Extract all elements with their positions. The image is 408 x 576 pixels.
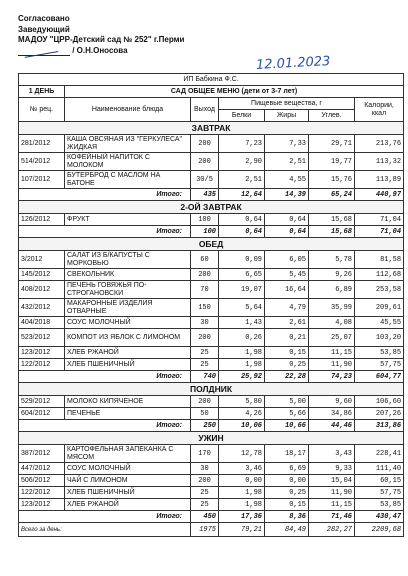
dish-fat: 2,51 <box>265 153 309 171</box>
dish-yield: 25 <box>191 359 219 371</box>
menu-sheet <box>18 73 403 537</box>
dish-name: КОМПОТ ИЗ ЯБЛОК С ЛИМОНОМ <box>65 329 191 347</box>
day-label: 1 ДЕНЬ <box>19 86 65 98</box>
dish-carbs: 19,77 <box>309 153 355 171</box>
recipe-code: 107/2012 <box>19 171 65 189</box>
dish-fat: 0,15 <box>265 347 309 359</box>
dish-carbs: 15,68 <box>309 214 355 226</box>
dish-name: БУТЕРБРОД С МАСЛОМ НА БАТОНЕ <box>65 171 191 189</box>
section-header-row <box>19 201 404 214</box>
dish-yield: 200 <box>191 396 219 408</box>
dish-kcal: 253,58 <box>355 281 404 299</box>
grand-total-yield: 1975 <box>191 523 219 537</box>
dish-carbs: 11,90 <box>309 487 355 499</box>
section-total-label: Итого: <box>19 189 191 201</box>
section-title: 2-ОЙ ЗАВТРАК <box>19 201 404 214</box>
dish-kcal: 106,60 <box>355 396 404 408</box>
table-row <box>19 317 404 329</box>
dish-kcal: 213,76 <box>355 135 404 153</box>
section-total-protein: 17,36 <box>219 511 265 523</box>
dish-name: ПЕЧЕНЬ ГОВЯЖЬЯ ПО-СТРОГАНОВСКИ <box>65 281 191 299</box>
table-row <box>19 347 404 359</box>
dish-name: ХЛЕБ ПШЕНИЧНЫЙ <box>65 487 191 499</box>
table-row <box>19 359 404 371</box>
grand-total-carbs: 282,27 <box>309 523 355 537</box>
section-title: ОБЕД <box>19 238 404 251</box>
table-row <box>19 281 404 299</box>
recipe-code: 404/2018 <box>19 317 65 329</box>
dish-yield: 30 <box>191 317 219 329</box>
dish-carbs: 35,99 <box>309 299 355 317</box>
dish-yield: 25 <box>191 499 219 511</box>
dish-carbs: 9,60 <box>309 396 355 408</box>
recipe-code: 126/2012 <box>19 214 65 226</box>
dish-protein: 1,98 <box>219 347 265 359</box>
recipe-code: 408/2012 <box>19 281 65 299</box>
dish-name: ХЛЕБ РЖАНОЙ <box>65 499 191 511</box>
table-row <box>19 475 404 487</box>
dish-carbs: 9,33 <box>309 463 355 475</box>
grand-total-protein: 79,21 <box>219 523 265 537</box>
dish-kcal: 111,40 <box>355 463 404 475</box>
section-total-row <box>19 371 404 383</box>
approval-position: Заведующий <box>18 24 70 34</box>
dish-fat: 6,69 <box>265 463 309 475</box>
col-header-kcal: Калории, ккал <box>355 98 404 122</box>
dish-kcal: 228,41 <box>355 445 404 463</box>
section-total-row <box>19 511 404 523</box>
dish-yield: 25 <box>191 487 219 499</box>
dish-protein: 1,98 <box>219 359 265 371</box>
recipe-code: 447/2012 <box>19 463 65 475</box>
dish-protein: 0,00 <box>219 475 265 487</box>
dish-fat: 4,55 <box>265 171 309 189</box>
section-total-kcal: 71,04 <box>355 226 404 238</box>
dish-yield: 200 <box>191 153 219 171</box>
section-total-protein: 25,92 <box>219 371 265 383</box>
section-header-row <box>19 238 404 251</box>
dish-fat: 18,17 <box>265 445 309 463</box>
dish-yield: 200 <box>191 135 219 153</box>
table-row <box>19 135 404 153</box>
section-title: ЗАВТРАК <box>19 122 404 135</box>
recipe-code: 432/2012 <box>19 299 65 317</box>
recipe-code: 604/2012 <box>19 408 65 420</box>
approval-signer-name: / О.Н.Оносова <box>72 45 128 55</box>
dish-fat: 5,66 <box>265 408 309 420</box>
dish-yield: 30 <box>191 463 219 475</box>
dish-yield: 200 <box>191 269 219 281</box>
dish-carbs: 25,07 <box>309 329 355 347</box>
dish-name: КАША ОВСЯНАЯ ИЗ "ГЕРКУЛЕСА" ЖИДКАЯ <box>65 135 191 153</box>
dish-name: ХЛЕБ ПШЕНИЧНЫЙ <box>65 359 191 371</box>
recipe-code: 529/2012 <box>19 396 65 408</box>
dish-fat: 2,61 <box>265 317 309 329</box>
section-header-row <box>19 432 404 445</box>
dish-fat: 0,25 <box>265 359 309 371</box>
dish-protein: 2,51 <box>219 171 265 189</box>
col-header-yield: Выход <box>191 98 219 122</box>
section-total-yield: 740 <box>191 371 219 383</box>
col-header-carbs: Углев. <box>309 110 355 122</box>
dish-yield: 50 <box>191 408 219 420</box>
table-row <box>19 499 404 511</box>
dish-kcal: 209,61 <box>355 299 404 317</box>
section-total-carbs: 65,24 <box>309 189 355 201</box>
dish-kcal: 207,26 <box>355 408 404 420</box>
dish-name: КАРТОФЕЛЬНАЯ ЗАПЕКАНКА С МЯСОМ <box>65 445 191 463</box>
dish-protein: 0,09 <box>219 251 265 269</box>
dish-kcal: 60,15 <box>355 475 404 487</box>
dish-kcal: 53,85 <box>355 347 404 359</box>
section-total-protein: 12,64 <box>219 189 265 201</box>
dish-protein: 1,98 <box>219 499 265 511</box>
dish-fat: 0,15 <box>265 499 309 511</box>
dish-carbs: 11,15 <box>309 347 355 359</box>
dish-protein: 19,07 <box>219 281 265 299</box>
table-row <box>19 251 404 269</box>
dish-name: САЛАТ ИЗ Б/КАПУСТЫ С МОРКОВЬЮ <box>65 251 191 269</box>
section-total-yield: 450 <box>191 511 219 523</box>
menu-title: САД ОБЩЕЕ МЕНЮ (дети от 3-7 лет) <box>65 86 404 98</box>
recipe-code: 523/2012 <box>19 329 65 347</box>
dish-fat: 5,00 <box>265 396 309 408</box>
dish-kcal: 57,75 <box>355 359 404 371</box>
dish-name: ХЛЕБ РЖАНОЙ <box>65 347 191 359</box>
dish-protein: 0,26 <box>219 329 265 347</box>
dish-fat: 0,21 <box>265 329 309 347</box>
section-header-row <box>19 122 404 135</box>
recipe-code: 122/2012 <box>19 487 65 499</box>
dish-name: КОФЕЙНЫЙ НАПИТОК С МОЛОКОМ <box>65 153 191 171</box>
dish-kcal: 113,32 <box>355 153 404 171</box>
dish-yield: 150 <box>191 299 219 317</box>
section-total-kcal: 313,86 <box>355 420 404 432</box>
section-total-carbs: 71,46 <box>309 511 355 523</box>
dish-protein: 3,46 <box>219 463 265 475</box>
recipe-code: 281/2012 <box>19 135 65 153</box>
table-row <box>19 487 404 499</box>
dish-yield: 200 <box>191 475 219 487</box>
recipe-code: 145/2012 <box>19 269 65 281</box>
section-total-kcal: 604,77 <box>355 371 404 383</box>
dish-kcal: 45,55 <box>355 317 404 329</box>
section-total-kcal: 430,47 <box>355 511 404 523</box>
menu-table <box>18 73 404 537</box>
section-total-protein: 0,64 <box>219 226 265 238</box>
section-total-carbs: 44,46 <box>309 420 355 432</box>
dish-carbs: 34,86 <box>309 408 355 420</box>
recipe-code: 514/2012 <box>19 153 65 171</box>
dish-kcal: 112,68 <box>355 269 404 281</box>
dish-name: ПЕЧЕНЬЕ <box>65 408 191 420</box>
recipe-code: 122/2012 <box>19 359 65 371</box>
dish-fat: 0,00 <box>265 475 309 487</box>
section-total-fat: 22,28 <box>265 371 309 383</box>
recipe-code: 123/2012 <box>19 499 65 511</box>
section-title: УЖИН <box>19 432 404 445</box>
section-total-row <box>19 189 404 201</box>
col-header-recipe: № рец. <box>19 98 65 122</box>
table-row <box>19 445 404 463</box>
dish-fat: 16,64 <box>265 281 309 299</box>
dish-carbs: 6,89 <box>309 281 355 299</box>
menu-body <box>19 122 404 523</box>
dish-protein: 5,64 <box>219 299 265 317</box>
col-header-protein: Белки <box>219 110 265 122</box>
dish-carbs: 15,76 <box>309 171 355 189</box>
dish-fat: 0,64 <box>265 214 309 226</box>
table-row <box>19 329 404 347</box>
dish-carbs: 9,26 <box>309 269 355 281</box>
table-row <box>19 408 404 420</box>
grand-total-fat: 84,49 <box>265 523 309 537</box>
dish-fat: 0,25 <box>265 487 309 499</box>
recipe-code: 387/2012 <box>19 445 65 463</box>
dish-kcal: 113,89 <box>355 171 404 189</box>
section-total-label: Итого: <box>19 420 191 432</box>
section-total-fat: 8,36 <box>265 511 309 523</box>
dish-yield: 60 <box>191 251 219 269</box>
recipe-code: 3/2012 <box>19 251 65 269</box>
dish-name: СОУС МОЛОЧНЫЙ <box>65 463 191 475</box>
section-total-label: Итого: <box>19 371 191 383</box>
dish-protein: 7,23 <box>219 135 265 153</box>
dish-name: МОЛОКО КИПЯЧЕНОЕ <box>65 396 191 408</box>
dish-yield: 170 <box>191 445 219 463</box>
dish-kcal: 53,85 <box>355 499 404 511</box>
dish-yield: 200 <box>191 329 219 347</box>
section-total-yield: 100 <box>191 226 219 238</box>
section-header-row <box>19 383 404 396</box>
dish-yield: 70 <box>191 281 219 299</box>
section-total-fat: 10,66 <box>265 420 309 432</box>
table-row <box>19 396 404 408</box>
grand-total-kcal: 2209,68 <box>355 523 404 537</box>
dish-carbs: 5,78 <box>309 251 355 269</box>
col-header-nutrients: Пищевые вещества, г <box>219 98 355 110</box>
dish-kcal: 57,75 <box>355 487 404 499</box>
section-total-row <box>19 420 404 432</box>
recipe-code: 506/2012 <box>19 475 65 487</box>
dish-carbs: 3,43 <box>309 445 355 463</box>
section-total-row <box>19 226 404 238</box>
col-header-name: Наименование блюда <box>65 98 191 122</box>
table-row <box>19 463 404 475</box>
section-total-label: Итого: <box>19 511 191 523</box>
dish-protein: 12,78 <box>219 445 265 463</box>
section-total-label: Итого: <box>19 226 191 238</box>
dish-kcal: 71,04 <box>355 214 404 226</box>
col-header-fat: Жиры <box>265 110 309 122</box>
table-row <box>19 214 404 226</box>
dish-protein: 0,64 <box>219 214 265 226</box>
table-row <box>19 171 404 189</box>
signature-mark <box>18 48 70 56</box>
dish-fat: 7,33 <box>265 135 309 153</box>
handwritten-date: 12.01.2023 <box>255 54 331 73</box>
approval-signature-line <box>18 46 318 57</box>
dish-protein: 4,26 <box>219 408 265 420</box>
dish-carbs: 4,08 <box>309 317 355 329</box>
dish-name: ФРУКТ <box>65 214 191 226</box>
dish-kcal: 81,58 <box>355 251 404 269</box>
section-total-fat: 14,39 <box>265 189 309 201</box>
grand-total-row <box>19 523 404 537</box>
dish-carbs: 11,90 <box>309 359 355 371</box>
dish-fat: 5,45 <box>265 269 309 281</box>
table-row <box>19 153 404 171</box>
recipe-code: 123/2012 <box>19 347 65 359</box>
dish-protein: 5,80 <box>219 396 265 408</box>
section-total-yield: 435 <box>191 189 219 201</box>
dish-carbs: 15,04 <box>309 475 355 487</box>
dish-fat: 6,05 <box>265 251 309 269</box>
dish-yield: 25 <box>191 347 219 359</box>
dish-carbs: 11,15 <box>309 499 355 511</box>
grand-total-label: Всего за день: <box>19 523 191 537</box>
dish-protein: 1,43 <box>219 317 265 329</box>
approval-block <box>18 14 318 56</box>
dish-name: СВЕКОЛЬНИК <box>65 269 191 281</box>
approval-organization: МАДОУ "ЦРР-Детский сад № 252" г.Перми <box>18 35 185 44</box>
dish-name: МАКАРОННЫЕ ИЗДЕЛИЯ ОТВАРНЫЕ <box>65 299 191 317</box>
dish-fat: 4,79 <box>265 299 309 317</box>
dish-kcal: 103,20 <box>355 329 404 347</box>
section-title: ПОЛДНИК <box>19 383 404 396</box>
table-row <box>19 299 404 317</box>
section-total-fat: 0,64 <box>265 226 309 238</box>
dish-carbs: 29,71 <box>309 135 355 153</box>
dish-protein: 2,90 <box>219 153 265 171</box>
section-total-protein: 10,06 <box>219 420 265 432</box>
dish-name: ЧАЙ С ЛИМОНОМ <box>65 475 191 487</box>
dish-protein: 6,65 <box>219 269 265 281</box>
dish-yield: 30/5 <box>191 171 219 189</box>
section-total-carbs: 74,23 <box>309 371 355 383</box>
dish-yield: 100 <box>191 214 219 226</box>
section-total-yield: 250 <box>191 420 219 432</box>
dish-protein: 1,98 <box>219 487 265 499</box>
approval-title: Согласовано <box>18 14 70 23</box>
dish-name: СОУС МОЛОЧНЫЙ <box>65 317 191 329</box>
table-row <box>19 269 404 281</box>
section-total-kcal: 440,97 <box>355 189 404 201</box>
org-name: ИП Бабкина Ф.С. <box>19 74 404 86</box>
section-total-carbs: 15,68 <box>309 226 355 238</box>
